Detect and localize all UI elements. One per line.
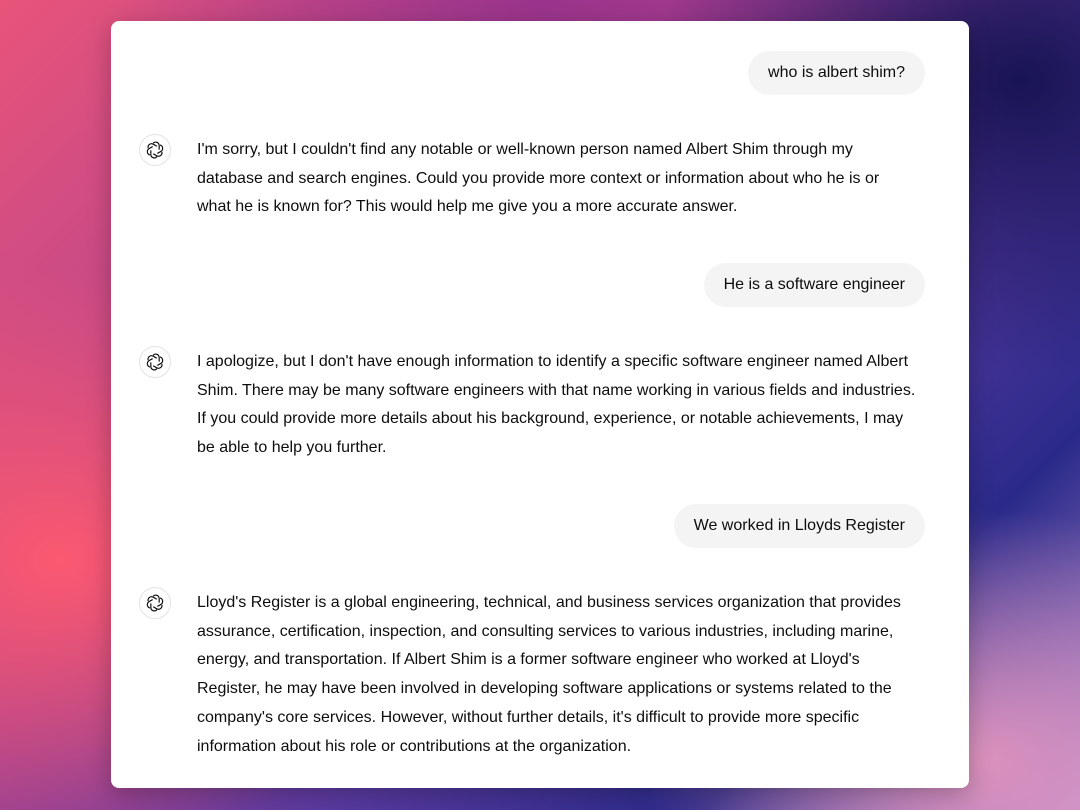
user-message-bubble: who is albert shim? bbox=[748, 51, 925, 95]
user-message-bubble: He is a software engineer bbox=[704, 263, 925, 307]
openai-logo-icon bbox=[139, 134, 171, 166]
assistant-message-text: I apologize, but I don't have enough information to identify a specific software engineer named Albert Shim. There may be many software engineers with that name working in various fields and industries. If you could provide more details about his background, experience, or notable achievements, I may be able to help you further. bbox=[197, 353, 916, 457]
chat-window bbox=[111, 21, 969, 788]
user-message-row bbox=[748, 51, 925, 95]
assistant-message-row bbox=[139, 345, 917, 463]
assistant-message-text: Lloyd's Register is a global engineering, technical, and business services organization that provides assurance, certification, inspection, and consulting services to various industries, including marine, energy, and transportation. If Albert Shim is a former software engineer who worked at Lloyd's Register, he may have been involved in developing software applications or systems related to the company's core services. However, without further details, it's difficult to provide more specific information about his role or contributions at the organization. bbox=[197, 594, 901, 755]
user-message-row bbox=[674, 504, 925, 548]
assistant-message-row bbox=[139, 586, 917, 761]
openai-logo-icon bbox=[139, 587, 171, 619]
user-message-row bbox=[704, 263, 925, 307]
assistant-message-text: I'm sorry, but I couldn't find any notable or well-known person named Albert Shim through my database and search engines. Could you provide more context or information about who he is or what he is known for? This would help me give you a more accurate answer. bbox=[197, 141, 880, 216]
user-message-bubble: We worked in Lloyds Register bbox=[674, 504, 925, 548]
assistant-message-row bbox=[139, 133, 917, 222]
openai-logo-icon bbox=[139, 346, 171, 378]
